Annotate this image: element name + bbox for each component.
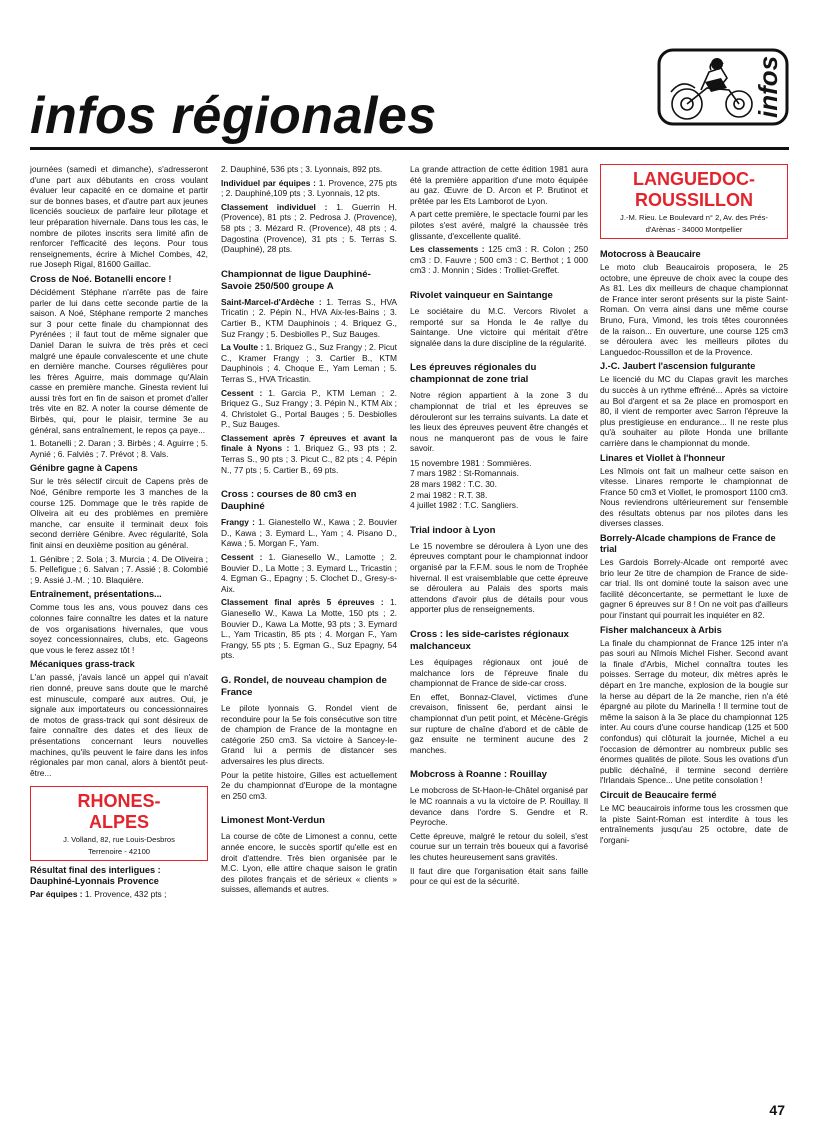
col4-s1-title: Motocross à Beaucaire	[600, 249, 701, 259]
col4-s5-title: Fisher malchanceux à Arbis	[600, 624, 722, 635]
col1-s1-title: Cross de Noé. Botanelli encore !	[30, 273, 172, 284]
col1-s5-text: 1. Provence, 432 pts ;	[84, 889, 167, 900]
region-box-languedoc	[600, 164, 788, 239]
col3-s3-body: Le 15 novembre se déroulera à Lyon une des épreuves comptant pour le championnat indoor organisé par la F.F.M. sous le nom de Trophée hivernal. Il est vraisemblable que cette épreuve se déroulera au Palais des sports mais attendons d'avoir plus de détails pour vous apporter plus de renseignements.	[410, 540, 588, 615]
region-address-line-2: Terrenoire - 42100	[87, 846, 151, 856]
col3-p3-text: 125 cm3 : R. Colon ; 250 cm3 : D. Fauvre ; 500 cm3 : C. Berthot ; 1 000 cm3 : J. Monnin ; Sides : Trolliet-Greffet.	[410, 244, 589, 276]
col4-s5-body: La finale du championnat de France 125 inter n'a pas souri au Nîmois Michel Fisher. Second avant la finale d'Arbis, Michel connaîtra toutes les poisses. Serrage du moteur, dix mètres après le départ en 1re manche, explosion de la bougie sur la herse au départ de la 2e manche, rien n'a été épargné au pilote du Marinella ! Il termine tout de même la saison à la 3e place du championnat 125 inter. Au cours d'une course handicap (125 et 500 confondus) qui clôturait la journée, Michel a eu l'occasion de démontrer au nombreux public ses énormes qualités de pilote. Sous les ovations d'un public déchaîné, il termine second derrière l'Irlandais Spence... Une petite consolation !	[600, 637, 788, 786]
col1-s3-body: Comme tous les ans, vous pouvez dans ces colonnes faire connaître les dates et la nature de vos organisations hivernales, que vous soyez concessionnaires, clubs, etc. Gageons que vous le ferez assez tôt !	[30, 602, 208, 655]
col1-intro: journées (samedi et dimanche), s'adresseront d'une part aux débutants en cross voulant évaluer leur capacité en ce domaine et partir sur de bonnes bases, et d'autre part aux jeunes licenciés soucieux de parfaire leur pilotage et leur préparation hivernale. Dans tous les cas, le nombre de pilotes inscrits sera limité afin de renforcer l'efficacité des leçons. Pour tous renseignements, écrire à Michel Combes, 42, rue Joseph Rigal, 81600 Gaillac.	[30, 164, 208, 270]
col3-s2-body: Notre région appartient à la zone 3 du championnat de trial et les épreuves se dérouleront sur les terrains suivants. La date et les lieux des épreuves peuvent être changés et nous ne manqueront pas de vous le faire savoir.	[410, 390, 588, 454]
col2-s1-p2-lead: La Voulte :	[221, 342, 264, 353]
col2-s2-title: Cross : courses de 80 cm3 en Dauphiné	[221, 489, 357, 513]
col3-p3	[410, 244, 588, 276]
region-address-line-2: d'Arènas - 34000 Montpellier	[645, 224, 743, 234]
col2-s4-title: Limonest Mont-Verdun	[221, 815, 325, 827]
col2-s2-p1-text: 1. Gianestello W., Kawa ; 2. Bouvier D., Kawa ; 3. Eymard L., Yam ; 4. Pisano D., Kawa ; 5. Morgan F., Yam.	[221, 517, 398, 549]
col2-s2-p2	[221, 552, 397, 594]
col2-s3-body: Le pilote lyonnais G. Rondel vient de reconduire pour la 5e fois consécutive son titre de champion de France de la montagne en catégorie 250 cm3. Sa victoire à Sancey-le-Grand lui a permis de distancer ses adversaires les plus directs.	[221, 702, 397, 766]
trial-date: 28 mars 1982 : T.C. 30.	[410, 479, 497, 490]
col2-s2-p2-text: 1. Gianesello W., Lamotte ; 2. Bouvier D., La Motte ; 3. Eymard L., Tricastin ; 4. Egman G., Epagny ; 5. Clochet D., Gresy-s-Aix.	[221, 552, 397, 594]
col3-s4-body2: En effet, Bonnaz-Clavel, victimes d'une crevaison, finissent 6e, perdant ainsi le championnat d'un petit point, et Mécène-Grégis sur rupture de chaîne d'abord et de câble de gaz ensuite ne terminent aucune des 2 manches.	[410, 691, 588, 755]
col2-p3-lead: Classement individuel :	[221, 201, 328, 212]
trial-date: 2 mai 1982 : R.T. 38.	[410, 489, 488, 500]
col1-s2-body: Sur le très sélectif circuit de Capens près de Noé, Génibre remporte les 3 manches de la course 125. Dommage que le très rapide de Oliveira ait eu des problèmes en première manche, car ensuite il terminait deux fois second derrière Génibre. Avec régularité, Sola finit ainsi en deuxième position au général.	[30, 476, 208, 550]
col4-s1-body: Le moto club Beaucairois proposera, le 25 octobre, une épreuve de choix avec la coupe des As 81. Les dix meilleurs de chaque championnat de France inter seront présents sur la piste Saint-Roman. On verra ainsi dans une même course Bruno, Fura, Vimond, les trois têtes couronnées de la raison... En ouverture, une course 125 cm3 se déroulera avec les meilleurs pilotes du Languedoc-Roussillon et de la Provence.	[600, 262, 788, 357]
col2-s4-body: La course de côte de Limonest a connu, cette année encore, le succès sportif qu'elle est en droit d'attendre. Très bien organisée par le M.C. Lyon, elle attire chaque saison le gratin des pilotes français et de sérieux « clients » suisses, allemands et autres.	[221, 831, 397, 895]
column-4	[600, 164, 788, 848]
col4-s4-body: Les Gardois Borrely-Alcade ont remporté avec brio leur 2e titre de champion de France de side-car trial. Ils ont dominé toute la saison avec une facilité déconcertante, se permettant le luxe de gagner 6 épreuves sur 8 ! On ne voit pas d'ailleurs pour l'instant qui pourrait les inquiéter en 82.	[600, 557, 788, 621]
infos-logo	[657, 48, 789, 126]
col4-s3-body: Les Nîmois ont fait un malheur cette saison en vitesse. Linares remporte le championnat de France 50 cm3 et Viollet, le promosport 1100 cm3. Nous reviendrons ultérieurement sur l'ensemble des résultats obtenus par nos pilotes dans les diverses classes.	[600, 465, 788, 529]
col3-s5-body: Le mobcross de St-Haon-le-Châtel organisé par le MC roannais a vu la victoire de P. Rouillay. Il devance dans l'ordre S. Gendre et R. Peyroche.	[410, 785, 588, 828]
col2-s1-p4	[221, 433, 397, 475]
page-title: infos régionales	[30, 87, 437, 145]
col4-s2-body: Le licencié du MC du Clapas gravit les marches du succès à un rythme effréné... Après sa victoire au Bol d'argent et sa 2e place en promosport en 80, il vient de remporter avec Sarron l'épreuve la plus prestigieuse en endurance... Il ne reste plus qu'à souhaiter au pilote Honda une brillante carrière dans le championnat du monde.	[600, 374, 788, 448]
col2-p2	[221, 178, 397, 199]
trial-date: 7 mars 1982 : St-Romannais.	[410, 468, 519, 479]
col3-s3-title: Trial indoor à Lyon	[410, 524, 496, 536]
col2-s2-p3-lead: Classement final après 5 épreuves :	[221, 597, 384, 608]
col3-s5-body2: Cette épreuve, malgré le retour du soleil, s'est courue sur un terrain très boueux qui a favorisé les chutes heureusement sans gravités.	[410, 830, 588, 862]
col2-p2-lead: Individuel par équipes :	[221, 177, 316, 188]
trial-date: 4 juillet 1982 : T.C. Sangliers.	[410, 500, 519, 511]
col3-s2-title: Les épreuves régionales du championnat de zone trial	[410, 362, 537, 386]
col4-s2-title: J.-C. Jaubert l'ascension fulgurante	[600, 361, 756, 372]
column-2	[221, 164, 397, 898]
col2-s3-body2: Pour la petite histoire, Gilles est actuellement 2e du championnat d'Europe de la montagne en 250 cm3.	[221, 769, 397, 801]
col3-s1-title: Rivolet vainqueur en Saintange	[410, 289, 553, 301]
col2-s2-p1	[221, 517, 397, 549]
region-title-rhones-alpes: RHONES- ALPES	[77, 791, 161, 833]
col2-s1-p3	[221, 388, 397, 430]
logo-text: infos	[753, 55, 783, 119]
col2-s1-p1	[221, 297, 397, 339]
col3-p2: A part cette première, le spectacle fourni par les pilotes s'est avéré, malgré la chaussée très glissante, d'excellente qualité.	[410, 209, 588, 241]
trial-date: 15 novembre 1981 : Sommières.	[410, 457, 532, 468]
col4-s4-title: Borrely-Alcade champions de France de trial	[600, 533, 776, 555]
col2-s1-p2	[221, 342, 397, 384]
col1-s5-lead: Par équipes :	[30, 889, 83, 900]
col2-p3	[221, 202, 397, 255]
col2-s1-p4-text: 1. Briquez G., 93 pts ; 2. Terras S., 90 pts ; 3. Picut C., 82 pts ; 4. Pépin N., 77 pts ; 5. Cartier B., 69 pts.	[221, 443, 398, 475]
region-box-rhones-alpes	[30, 786, 208, 861]
col2-p2-text: 1. Provence, 275 pts ; 2. Dauphiné,109 pts ; 3. Lyonnais, 12 pts.	[221, 177, 397, 199]
col3-s4-body: Les équipages régionaux ont joué de malchance lors de l'épreuve finale du championnat de France de side-car cross.	[410, 657, 588, 689]
region-title-languedoc: LANGUEDOC- ROUSSILLON	[633, 169, 755, 210]
col4-s6-title: Circuit de Beaucaire fermé	[600, 789, 717, 800]
page-number: 47	[769, 1102, 785, 1118]
col2-s1-p4-lead: Classement après 7 épreuves et avant la finale à Nyons :	[221, 432, 397, 454]
col3-s5-title: Mobcross à Roanne : Rouillay	[410, 769, 548, 781]
col1-s1-body: Décidément Stéphane n'arrête pas de faire parler de lui dans cette seconde partie de la saison. A Noé, Stéphane remporte 2 manches sur 3 pour cette finale du championnat des Pyrénées ; il faut tout de même signaler que Daniel Daran le suivra de très près et ceci malgré une épaule convalescente et une chute en dernière manche. Courses régulières pour les frères Aguirre, mais dommage qu'Alain casse en première manche. Ginesta revient lui aussi très fort en fin de saison et promet d'aller très vite en 82. A noter la course démente de Birbès, qui, pour le plaisir, termine 3e au général, sans entraînement, le repos ça paye...	[30, 286, 208, 435]
col1-s4-title: Mécaniques grass-track	[30, 659, 135, 670]
col3-p3-lead: Les classements :	[410, 244, 485, 255]
col2-s1-p1-text: 1. Terras S., HVA Tricatin ; 2. Pépin N., HVA Aix-les-Bains ; 3. Cartier B., KTM Dauphinois ; 4. Briquez G., Suz Frangy ; 5. Desbiolles P., Suz Bauges.	[221, 296, 398, 339]
col3-s4-title: Cross : les side-caristes régionaux malchanceux	[410, 629, 569, 652]
col2-p1: 2. Dauphiné, 536 pts ; 3. Lyonnais, 892 pts.	[221, 164, 383, 174]
col2-s1-title: Championnat de ligue Dauphiné-Savoie 250/500 groupe A	[221, 268, 371, 292]
region-address-line-1: J.-M. Rieu. Le Boulevard n° 2, Av. des Prés-	[620, 213, 768, 222]
col3-s5-body3: Il faut dire que l'organisation était sans faille pour ce qui est de la sécurité.	[410, 865, 588, 887]
col2-s3-title: G. Rondel, de nouveau champion de France	[221, 674, 387, 698]
col2-s2-p1-lead: Frangy :	[221, 517, 255, 528]
col1-s2-title: Génibre gagne à Capens	[30, 463, 138, 474]
region-address-line-1: J. Volland, 82, rue Louis-Desbros	[63, 835, 175, 845]
col1-s5-body	[30, 889, 208, 900]
col4-s6-body: Le MC beaucairois informe tous les crossmen que la piste Saint-Roman est interdite à tous les entraînements jusqu'au 25 octobre, date de l'organi-	[600, 802, 788, 845]
col4-s3-title: Linares et Viollet à l'honneur	[600, 452, 726, 463]
col1-s4-body: L'an passé, j'avais lancé un appel qui n'avait rien donné, preuve sans doute que le marché est minuscule, comparé aux autres. Oui, je signale aux importateurs ou concessionnaires de motos de grass-track qui sont désireux de faire connaître des dates et des lieux de présentations concernant leurs nouvelles machines, qu'ils peuvent le faire dans les infos régionales par mon canal, alors à bientôt peut-être...	[30, 672, 208, 778]
col2-s2-p3-text: 1. Gianesello W., Kawa La Motte, 150 pts ; 2. Bouvier D., Kawa La Motte, 93 pts ; 3. Eymard L., Yam Tricastin, 85 pts ; 4. Morgan F., Yam Frangy, 55 pts ; 5. Egman G., Suz Epagny, 54 pts.	[221, 597, 397, 661]
col2-s1-p2-text: 1. Briquez G., Suz Frangy ; 2. Picut C., Kramer Frangy ; 3. Cartier B., KTM Dauphinois ; 4. Choque E., Yam Leman ; 5. Terras S., HVA Tricastin.	[221, 342, 398, 384]
column-3	[410, 164, 588, 890]
col2-s2-p2-lead: Cessent :	[221, 552, 263, 563]
col2-s1-p3-lead: Cessent :	[221, 387, 263, 398]
column-1	[30, 164, 208, 903]
col2-s1-p1-lead: Saint-Marcel-d'Ardèche :	[221, 296, 322, 307]
col2-s2-p3	[221, 597, 397, 661]
col3-s1-body: Le sociétaire du M.C. Vercors Rivolet a remporté sur sa Honda le 4e rallye du Saintange. Une victoire qui méritait d'être signalée dans la dure discipline de la régularité.	[410, 305, 588, 348]
header-rule	[30, 147, 789, 150]
col2-p3-text: 1. Guerrin H. (Provence), 81 pts ; 2. Pedrosa J. (Provence), 58 pts ; 3. Mézard R. (Provence), 48 pts ; 4. Dagostina (Provence), 31 pts ; 5. Terras S. (Dauphiné), 28 pts.	[221, 201, 397, 255]
col1-s3-title: Entraînement, présentations...	[30, 589, 162, 600]
col2-s1-p3-text: 1. Garcia P., KTM Leman ; 2. Briquez G., Suz Frangy ; 3. Pépin N., KTM Aix ; 4. Christolet G., Portal Bauges ; 5. Desbiolles P., Suz Bauges.	[221, 387, 398, 430]
trial-dates-list	[410, 458, 588, 511]
col1-s5-title: Résultat final des interligues : Dauphiné-Lyonnais Provence	[30, 865, 161, 887]
col1-s2-results: 1. Génibre ; 2. Sola ; 3. Murcia ; 4. De Oliveira ; 5. Pellefigue ; 6. Salvan ; 7. Assié ; 8. Colombié ; 9. Assié J.-M. ; 10. Blaquière.	[30, 553, 208, 585]
col1-s1-results: 1. Botanelli ; 2. Daran ; 3. Birbès ; 4. Aguirre ; 5. Aynié ; 6. Falviès ; 7. Prévot ; 8. Vals.	[30, 438, 208, 459]
col3-p1: La grande attraction de cette édition 1981 aura été la première apparition d'une moto équipée au gaz. Œuvre de D. Arcon et P. Brutinot et prêtée par les Ets Lamborot de Lyon.	[410, 164, 588, 206]
